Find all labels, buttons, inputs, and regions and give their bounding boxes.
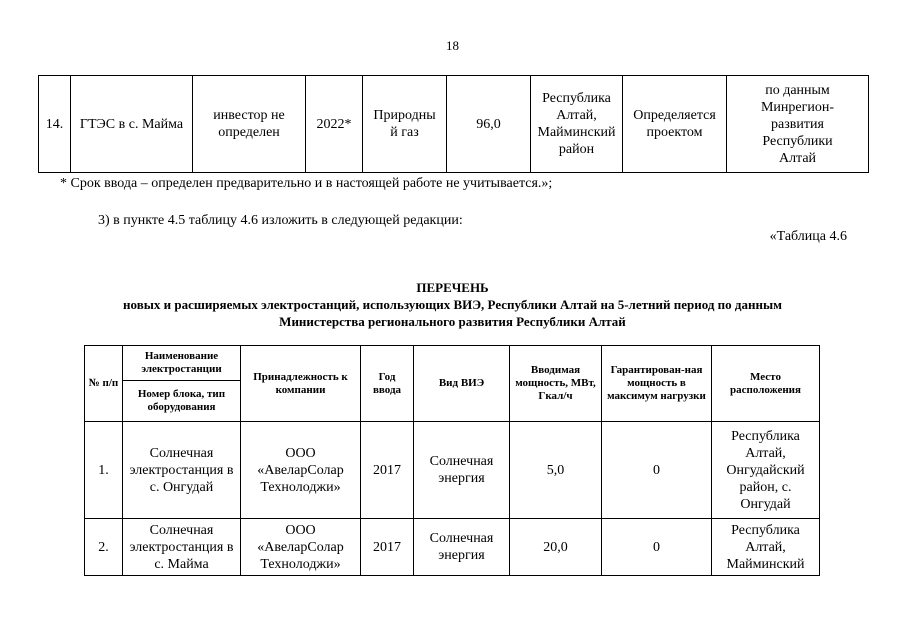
location: Республика Алтай, Майминский xyxy=(712,519,820,576)
source: по данным Минрегион- развития Республики Алтай xyxy=(727,76,869,173)
header-year: Год ввода xyxy=(361,346,414,422)
power: 5,0 xyxy=(510,422,602,519)
guaranteed: 0 xyxy=(602,519,712,576)
header-owner: Принадлежность к компании xyxy=(241,346,361,422)
amendment-item: 3) в пункте 4.5 таблицу 4.6 изложить в следующей редакции: xyxy=(98,213,463,228)
table-reference: «Таблица 4.6 xyxy=(769,229,847,244)
location: Республика Алтай, Майминский район xyxy=(531,76,623,173)
row-number: 2. xyxy=(85,519,123,576)
res-type: Солнечная энергия xyxy=(414,422,510,519)
fuel-type: Природны й газ xyxy=(363,76,447,173)
table-heading xyxy=(0,279,905,330)
res-plants-table xyxy=(84,345,820,576)
commission-year: 2022* xyxy=(306,76,363,173)
year: 2017 xyxy=(361,519,414,576)
header-type: Вид ВИЭ xyxy=(414,346,510,422)
row-number: 14. xyxy=(39,76,71,173)
table-row xyxy=(39,76,869,173)
res-type: Солнечная энергия xyxy=(414,519,510,576)
header-row xyxy=(85,346,820,381)
plant-name: ГТЭС в с. Майма xyxy=(71,76,193,173)
header-power: Вводимая мощность, МВт, Гкал/ч xyxy=(510,346,602,422)
header-num: № п/п xyxy=(85,346,123,422)
investor: инвестор не определен xyxy=(193,76,306,173)
plant-name: Солнечная электростанция в с. Онгудай xyxy=(123,422,241,519)
footnote: * Срок ввода – определен предварительно и в настоящей работе не учитывается.»; xyxy=(60,176,553,191)
heading-title: ПЕРЕЧЕНЬ xyxy=(416,280,489,295)
header-name: Наименование электростанции xyxy=(123,346,241,381)
header-location: Место расположения xyxy=(712,346,820,422)
year: 2017 xyxy=(361,422,414,519)
table-row xyxy=(85,519,820,576)
location: Республика Алтай, Онгудайский район, с. Онгудай xyxy=(712,422,820,519)
heading-line-2: новых и расширяемых электростанций, использующих ВИЭ, Республики Алтай на 5-летний период по данным xyxy=(123,297,782,312)
capacity: 96,0 xyxy=(447,76,531,173)
row-number: 1. xyxy=(85,422,123,519)
power: 20,0 xyxy=(510,519,602,576)
heading-line-3: Министерства регионального развития Республики Алтай xyxy=(279,314,626,329)
previous-table-continuation xyxy=(38,75,869,173)
header-unit: Номер блока, тип оборудования xyxy=(123,381,241,422)
guaranteed: 0 xyxy=(602,422,712,519)
guaranteed-capacity: Определяется проектом xyxy=(623,76,727,173)
header-guaranteed: Гарантирован-ная мощность в максимум нагрузки xyxy=(602,346,712,422)
table-row xyxy=(85,422,820,519)
page-number: 18 xyxy=(446,38,459,53)
owner: ООО «АвеларСолар Технолоджи» xyxy=(241,519,361,576)
owner: ООО «АвеларСолар Технолоджи» xyxy=(241,422,361,519)
plant-name: Солнечная электростанция в с. Майма xyxy=(123,519,241,576)
